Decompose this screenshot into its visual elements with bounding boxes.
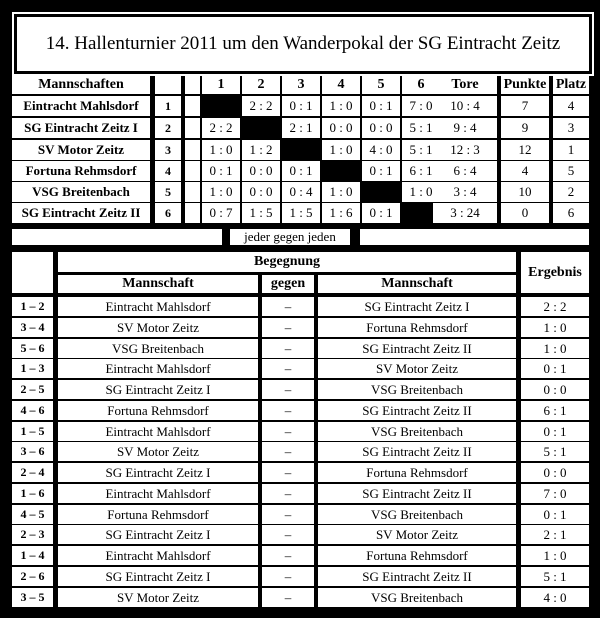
result-cell: 5 : 1 — [402, 118, 440, 138]
match-result: 2 : 1 — [521, 525, 589, 544]
home-team: Eintracht Mahlsdorf — [58, 546, 258, 565]
home-team: SV Motor Zeitz — [58, 318, 258, 337]
team-number: 2 — [155, 118, 181, 138]
result-cell: 7 : 0 — [402, 96, 440, 116]
row-spacer — [185, 140, 200, 160]
result-cell: 2 : 1 — [282, 118, 320, 138]
separator-bar-left — [12, 229, 222, 245]
result-cell: 2 : 2 — [202, 118, 240, 138]
away-team: SG Eintracht Zeitz II — [318, 442, 516, 461]
match-pair: 5 – 6 — [12, 339, 53, 358]
home-team: Eintracht Mahlsdorf — [58, 484, 258, 503]
header-spacer — [185, 75, 200, 94]
team-name: VSG Breitenbach — [12, 182, 150, 202]
home-team: Eintracht Mahlsdorf — [58, 422, 258, 441]
away-team: SV Motor Zeitz — [318, 525, 516, 544]
header-col-5: 5 — [362, 75, 400, 94]
team-number: 5 — [155, 182, 181, 202]
row-spacer — [185, 161, 200, 181]
match-result: 1 : 0 — [521, 318, 589, 337]
header-points: Punkte — [501, 75, 549, 94]
result-cell: 0 : 0 — [242, 161, 280, 181]
vs-dash: – — [262, 339, 314, 358]
result-cell: 0 : 1 — [202, 161, 240, 181]
result-cell: 1 : 0 — [202, 182, 240, 202]
away-team: SV Motor Zeitz — [318, 359, 516, 378]
header-gegen: gegen — [262, 275, 314, 293]
result-cell: 6 : 1 — [402, 161, 440, 181]
home-team: SG Eintracht Zeitz I — [58, 525, 258, 544]
header-place: Platz — [553, 75, 589, 94]
result-cell: 0 : 1 — [282, 96, 320, 116]
match-result: 4 : 0 — [521, 588, 589, 607]
result-cell: 0 : 0 — [242, 182, 280, 202]
vs-dash: – — [262, 567, 314, 586]
points-cell: 10 — [501, 182, 549, 202]
away-team: Fortuna Rehmsdorf — [318, 463, 516, 482]
team-number: 4 — [155, 161, 181, 181]
goals-cell: 9 : 4 — [433, 118, 497, 138]
match-result: 7 : 0 — [521, 484, 589, 503]
diagonal-blank — [242, 118, 280, 138]
away-team: SG Eintracht Zeitz I — [318, 297, 516, 316]
header-team-away: Mannschaft — [318, 275, 516, 293]
goals-cell: 12 : 3 — [433, 140, 497, 160]
points-cell: 7 — [501, 96, 549, 116]
points-cell: 12 — [501, 140, 549, 160]
vs-dash: – — [262, 463, 314, 482]
match-pair: 1 – 2 — [12, 297, 53, 316]
match-result: 0 : 1 — [521, 505, 589, 524]
points-cell: 0 — [501, 203, 549, 223]
result-cell: 1 : 0 — [202, 140, 240, 160]
vs-dash: – — [262, 318, 314, 337]
home-team: Fortuna Rehmsdorf — [58, 505, 258, 524]
result-cell: 0 : 1 — [362, 161, 400, 181]
goals-cell: 10 : 4 — [433, 96, 497, 116]
team-number: 6 — [155, 203, 181, 223]
vs-dash: – — [262, 401, 314, 420]
team-name: Fortuna Rehmsdorf — [12, 161, 150, 181]
home-team: Eintracht Mahlsdorf — [58, 297, 258, 316]
match-pair: 2 – 3 — [12, 525, 53, 544]
separator-bar-right — [360, 229, 589, 245]
match-result: 0 : 0 — [521, 463, 589, 482]
row-spacer — [185, 182, 200, 202]
away-team: VSG Breitenbach — [318, 588, 516, 607]
match-result: 2 : 2 — [521, 297, 589, 316]
team-name: SV Motor Zeitz — [12, 140, 150, 160]
away-team: VSG Breitenbach — [318, 505, 516, 524]
match-pair: 1 – 6 — [12, 484, 53, 503]
place-cell: 1 — [553, 140, 589, 160]
header-col-6: 6 — [402, 75, 440, 94]
match-result: 1 : 0 — [521, 546, 589, 565]
result-cell: 1 : 0 — [322, 140, 360, 160]
away-team: SG Eintracht Zeitz II — [318, 567, 516, 586]
diagonal-blank — [282, 140, 320, 160]
away-team: VSG Breitenbach — [318, 422, 516, 441]
home-team: SG Eintracht Zeitz I — [58, 567, 258, 586]
result-cell: 1 : 0 — [322, 182, 360, 202]
vs-dash: – — [262, 422, 314, 441]
diagonal-blank — [202, 96, 240, 116]
points-cell: 9 — [501, 118, 549, 138]
result-cell: 1 : 0 — [402, 182, 440, 202]
header-teams: Mannschaften — [12, 75, 150, 94]
match-result: 0 : 0 — [521, 380, 589, 399]
result-cell: 0 : 1 — [362, 203, 400, 223]
points-cell: 4 — [501, 161, 549, 181]
away-team: SG Eintracht Zeitz II — [318, 401, 516, 420]
team-number: 3 — [155, 140, 181, 160]
vs-dash: – — [262, 380, 314, 399]
match-pair: 1 – 4 — [12, 546, 53, 565]
match-result: 5 : 1 — [521, 442, 589, 461]
row-spacer — [185, 96, 200, 116]
diagonal-blank — [322, 161, 360, 181]
match-pair: 2 – 5 — [12, 380, 53, 399]
vs-dash: – — [262, 546, 314, 565]
result-cell: 1 : 5 — [282, 203, 320, 223]
page-title: 14. Hallenturnier 2011 um den Wanderpokal der SG Eintracht Zeitz — [14, 14, 592, 74]
goals-cell: 3 : 4 — [433, 182, 497, 202]
vs-dash: – — [262, 442, 314, 461]
vs-dash: – — [262, 359, 314, 378]
goals-cell: 6 : 4 — [433, 161, 497, 181]
header-col-4: 4 — [322, 75, 360, 94]
result-cell: 5 : 1 — [402, 140, 440, 160]
match-pair: 3 – 4 — [12, 318, 53, 337]
header-result: Ergebnis — [521, 252, 589, 293]
vs-dash: – — [262, 505, 314, 524]
result-cell: 0 : 1 — [282, 161, 320, 181]
result-cell: 1 : 6 — [322, 203, 360, 223]
result-cell: 1 : 0 — [322, 96, 360, 116]
header-col-3: 3 — [282, 75, 320, 94]
header-col-2: 2 — [242, 75, 280, 94]
vs-dash: – — [262, 588, 314, 607]
away-team: VSG Breitenbach — [318, 380, 516, 399]
away-team: SG Eintracht Zeitz II — [318, 484, 516, 503]
home-team: Fortuna Rehmsdorf — [58, 401, 258, 420]
result-cell: 2 : 2 — [242, 96, 280, 116]
home-team: SG Eintracht Zeitz I — [58, 463, 258, 482]
goals-cell: 3 : 24 — [433, 203, 497, 223]
away-team: Fortuna Rehmsdorf — [318, 318, 516, 337]
result-cell: 4 : 0 — [362, 140, 400, 160]
away-team: SG Eintracht Zeitz II — [318, 339, 516, 358]
result-cell: 1 : 5 — [242, 203, 280, 223]
mode-label: jeder gegen jeden — [230, 229, 350, 245]
team-number: 1 — [155, 96, 181, 116]
result-cell: 0 : 7 — [202, 203, 240, 223]
row-spacer — [185, 203, 200, 223]
match-result: 1 : 0 — [521, 339, 589, 358]
team-name: Eintracht Mahlsdorf — [12, 96, 150, 116]
team-name: SG Eintracht Zeitz I — [12, 118, 150, 138]
team-name: SG Eintracht Zeitz II — [12, 203, 150, 223]
home-team: SG Eintracht Zeitz I — [58, 380, 258, 399]
home-team: SV Motor Zeitz — [58, 588, 258, 607]
header-number — [155, 75, 181, 94]
home-team: SV Motor Zeitz — [58, 442, 258, 461]
away-team: Fortuna Rehmsdorf — [318, 546, 516, 565]
vs-dash: – — [262, 297, 314, 316]
match-pair: 4 – 5 — [12, 505, 53, 524]
match-pair: 3 – 5 — [12, 588, 53, 607]
place-cell: 6 — [553, 203, 589, 223]
match-result: 6 : 1 — [521, 401, 589, 420]
header-col-1: 1 — [202, 75, 240, 94]
home-team: Eintracht Mahlsdorf — [58, 359, 258, 378]
home-team: VSG Breitenbach — [58, 339, 258, 358]
place-cell: 5 — [553, 161, 589, 181]
header-begegnung: Begegnung — [58, 252, 516, 272]
result-cell: 0 : 0 — [322, 118, 360, 138]
diagonal-blank — [362, 182, 400, 202]
header-goals: Tore — [433, 75, 497, 94]
vs-dash: – — [262, 525, 314, 544]
result-cell: 0 : 0 — [362, 118, 400, 138]
match-pair: 4 – 6 — [12, 401, 53, 420]
match-result: 0 : 1 — [521, 422, 589, 441]
vs-dash: – — [262, 484, 314, 503]
match-pair: 2 – 4 — [12, 463, 53, 482]
match-pair: 3 – 6 — [12, 442, 53, 461]
match-pair: 1 – 3 — [12, 359, 53, 378]
corner-blank — [12, 252, 53, 293]
match-result: 0 : 1 — [521, 359, 589, 378]
result-cell: 1 : 2 — [242, 140, 280, 160]
match-pair: 2 – 6 — [12, 567, 53, 586]
header-team-home: Mannschaft — [58, 275, 258, 293]
result-cell: 0 : 1 — [362, 96, 400, 116]
result-cell: 0 : 4 — [282, 182, 320, 202]
match-pair: 1 – 5 — [12, 422, 53, 441]
match-result: 5 : 1 — [521, 567, 589, 586]
place-cell: 3 — [553, 118, 589, 138]
row-spacer — [185, 118, 200, 138]
place-cell: 4 — [553, 96, 589, 116]
place-cell: 2 — [553, 182, 589, 202]
